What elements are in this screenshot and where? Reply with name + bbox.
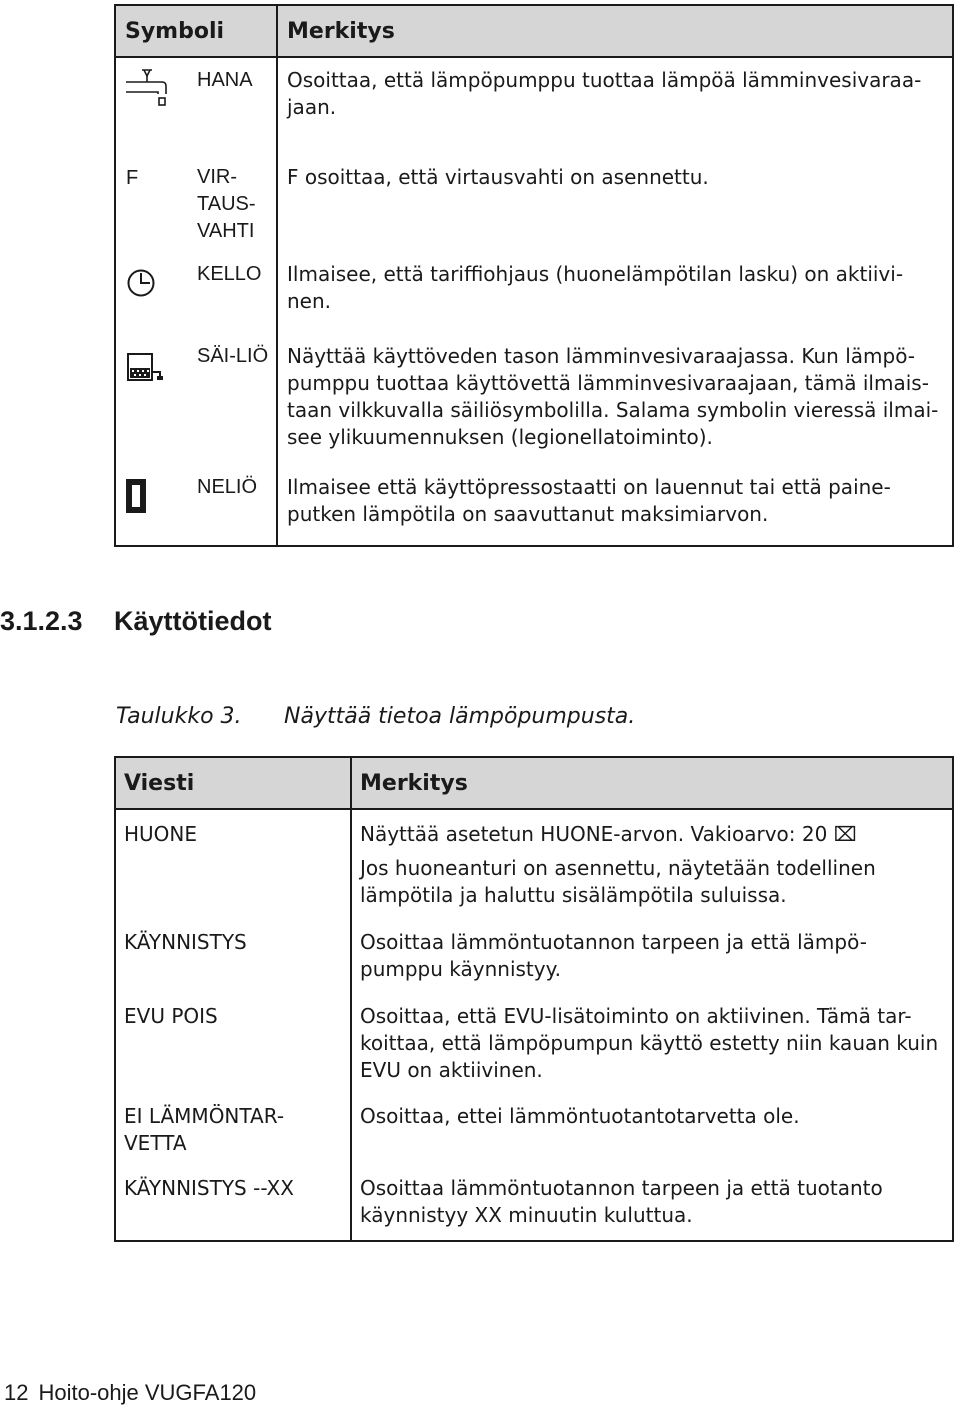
message-key: KÄYNNISTYS --XX (115, 1171, 351, 1241)
symbol-name: SÄI-LIÖ (191, 334, 277, 465)
col-meaning-header: Merkitys (277, 5, 953, 57)
letter-f-icon: F (115, 155, 191, 252)
symbol-table (114, 4, 954, 547)
message-key: HUONE (115, 809, 351, 855)
table-row (115, 57, 953, 155)
symbol-desc: Näyttää käyttöveden tason lämminvesivaraajassa. Kun lämpö-pumppu tuottaa käyttövettä lämminvesivaraajaan, tämä ilmais-taan vilkkuvalla säiliösymbolilla. Salama symbolin vieressä ilmai-see ylikuumennuksen (legionellatoiminto). (277, 334, 953, 465)
message-key (115, 855, 351, 917)
caption-label: Taulukko 3. (116, 704, 242, 729)
faucet-icon (126, 68, 172, 114)
message-key: EVU POIS (115, 993, 351, 1095)
table-row (115, 855, 953, 917)
page-footer (4, 1380, 256, 1406)
symbol-name: VIR-TAUS-VAHTI (191, 155, 277, 252)
symbol-desc: F osoittaa, että virtausvahti on asennettu. (277, 155, 953, 252)
message-desc: Osoittaa, että EVU-lisätoiminto on aktiivinen. Tämä tar-koittaa, että lämpöpumpun käyttö estetty niin kauan kuin EVU on aktiivinen. (351, 993, 953, 1095)
col-message-header: Viesti (115, 757, 351, 809)
table-row (115, 809, 953, 855)
col-symbol-header: Symboli (115, 5, 277, 57)
symbol-desc: Ilmaisee, että tariffiohjaus (huonelämpötilan lasku) on aktiivi-nen. (277, 252, 953, 334)
message-table (114, 756, 954, 1242)
table-row (115, 334, 953, 465)
section-heading (0, 606, 272, 637)
message-key: EI LÄMMÖNTAR-VETTA (115, 1095, 351, 1171)
page-number: 12 (4, 1380, 29, 1405)
section-title: Käyttötiedot (114, 606, 272, 636)
message-desc: Jos huoneanturi on asennettu, näytetään todellinen lämpötila ja haluttu sisälämpötila suluissa. (351, 855, 953, 917)
caption-text: Näyttää tietoa lämpöpumpusta. (284, 704, 636, 729)
col-meaning-header: Merkitys (351, 757, 953, 809)
symbol-desc: Ilmaisee että käyttöpressostaatti on lauennut tai että paine-putken lämpötila on saavuttanut maksimiarvon. (277, 465, 953, 546)
symbol-name: KELLO (191, 252, 277, 334)
table-row (115, 917, 953, 993)
table-row (115, 1171, 953, 1241)
clock-icon (126, 268, 156, 298)
message-desc: Osoittaa lämmöntuotannon tarpeen ja että lämpö-pumppu käynnistyy. (351, 917, 953, 993)
footer-title: Hoito-ohje VUGFA120 (38, 1380, 257, 1405)
symbol-name: NELIÖ (191, 465, 277, 546)
symbol-name: HANA (191, 57, 277, 155)
message-desc: Osoittaa lämmöntuotannon tarpeen ja että tuotanto käynnistyy XX minuutin kuluttua. (351, 1171, 953, 1241)
table-row (115, 155, 953, 252)
message-desc: Osoittaa, ettei lämmöntuotantotarvetta ole. (351, 1095, 953, 1171)
table-row (115, 993, 953, 1095)
message-key: KÄYNNISTYS (115, 917, 351, 993)
table-row (115, 1095, 953, 1171)
message-desc: Näyttää asetetun HUONE-arvon. Vakioarvo: 20 ⌧ (351, 809, 953, 855)
section-number: 3.1.2.3 (0, 606, 83, 636)
symbol-desc: Osoittaa, että lämpöpumppu tuottaa lämpöä lämminvesivaraa-jaan. (277, 57, 953, 155)
table-row (115, 465, 953, 546)
table-caption (116, 704, 635, 729)
square-icon (126, 479, 148, 515)
tank-icon (126, 350, 166, 390)
table-row (115, 252, 953, 334)
